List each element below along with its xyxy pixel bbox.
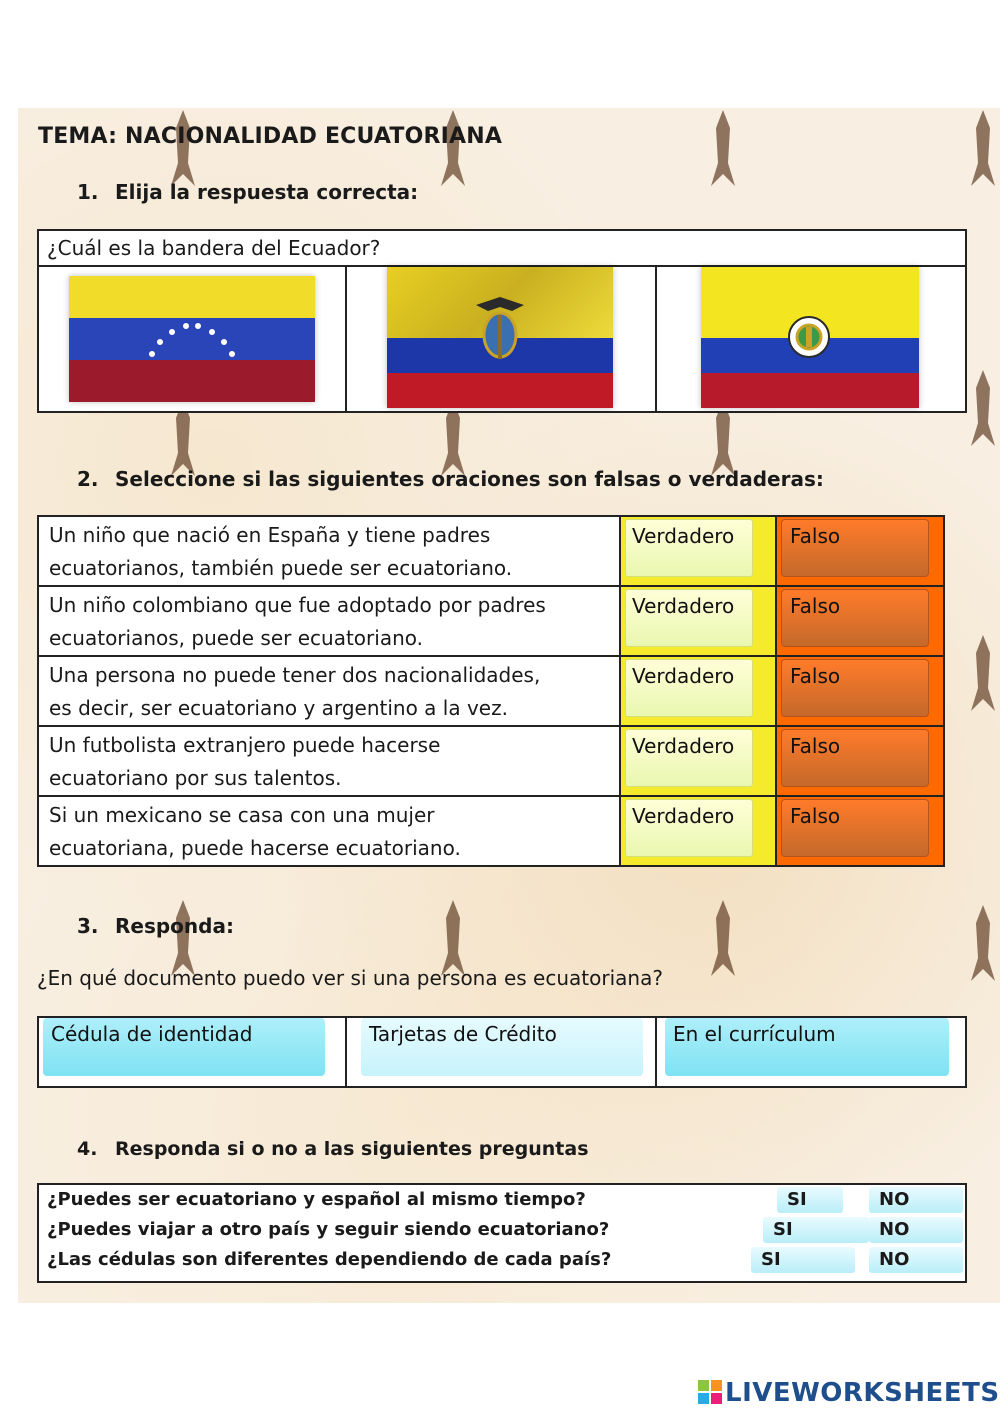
statement-line: ecuatoriano por sus talentos. [49,766,342,790]
fish-icon [968,108,998,188]
fish-icon [968,903,998,983]
page-title: TEMA: NACIONALIDAD ECUATORIANA [38,124,503,149]
stars-icon [144,320,240,358]
q2-table [37,515,945,867]
false-button[interactable]: Falso [781,589,929,647]
true-button[interactable]: Verdadero [625,519,753,577]
no-button[interactable]: NO [869,1187,963,1213]
q3-question: ¿En qué documento puedo ver si una persona es ecuatoriana? [37,966,663,990]
table-row [38,586,944,656]
false-cell [776,586,944,656]
brand-logo [698,1378,1000,1408]
yes-button[interactable]: SI [751,1247,855,1273]
q1-option-1[interactable] [39,267,347,411]
true-cell [620,516,776,586]
true-cell [620,796,776,866]
q3-heading [77,914,234,938]
q3-heading-text: Responda: [115,914,234,938]
q2-number: 2. [77,467,99,491]
option-tarjetas[interactable]: Tarjetas de Crédito [361,1018,643,1076]
false-cell [776,796,944,866]
q4-question-1: ¿Puedes ser ecuatoriano y español al mismo tiempo? [47,1189,586,1210]
q4-question-2: ¿Puedes viajar a otro país y seguir siendo ecuatoriano? [47,1219,610,1240]
list-item [39,1215,965,1245]
fish-icon [708,898,738,978]
statement-4 [38,726,620,796]
statement-line: Un niño que nació en España y tiene padres [49,523,491,547]
table-row [38,796,944,866]
statement-line: es decir, ser ecuatoriano y argentino a la vez. [49,696,508,720]
true-button[interactable]: Verdadero [625,729,753,787]
table-row [38,516,944,586]
q4-table [37,1183,967,1283]
coat-of-arms-icon [472,295,528,365]
q4-number: 4. [77,1138,98,1160]
statement-1 [38,516,620,586]
colombia-flag[interactable] [701,267,919,408]
q1-heading [77,180,418,204]
fish-icon [968,368,998,448]
false-cell [776,656,944,726]
option-curriculum[interactable]: En el currículum [665,1018,949,1076]
q4-heading-text: Responda si o no a las siguientes preguntas [115,1138,589,1160]
fish-icon [968,633,998,713]
list-item [39,1185,965,1215]
brand-name: LIVEWORKSHEETS [725,1378,1000,1408]
liveworksheets-logo-icon [698,1380,722,1404]
statement-5 [38,796,620,866]
q4-heading [77,1138,589,1160]
yes-button[interactable]: SI [763,1217,869,1243]
true-button[interactable]: Verdadero [625,659,753,717]
true-button[interactable]: Verdadero [625,799,753,857]
no-button[interactable]: NO [869,1217,963,1243]
statement-line: Una persona no puede tener dos nacionalidades, [49,663,541,687]
yes-button[interactable]: SI [777,1187,843,1213]
false-button[interactable]: Falso [781,659,929,717]
statement-line: ecuatoriana, puede hacerse ecuatoriano. [49,836,461,860]
q1-number: 1. [77,180,99,204]
q4-question-3: ¿Las cédulas son diferentes dependiendo de cada país? [47,1249,612,1270]
list-item [39,1245,965,1275]
statement-3 [38,656,620,726]
q1-option-3[interactable] [657,267,965,411]
q2-heading [77,467,824,491]
q3-option-cell [347,1018,657,1086]
q1-question: ¿Cuál es la bandera del Ecuador? [39,231,965,267]
q1-option-2[interactable] [347,267,657,411]
false-cell [776,726,944,796]
venezuela-flag[interactable] [69,276,315,402]
table-row [38,656,944,726]
q3-option-cell [39,1018,347,1086]
false-button[interactable]: Falso [781,729,929,787]
statement-line: Un niño colombiano que fue adoptado por padres [49,593,546,617]
q3-table [37,1016,967,1088]
statement-line: ecuatorianos, puede ser ecuatoriano. [49,626,423,650]
statement-line: ecuatorianos, también puede ser ecuatoriano. [49,556,513,580]
table-row [38,726,944,796]
q3-option-cell [657,1018,965,1086]
q1-heading-text: Elija la respuesta correcta: [115,180,419,204]
true-cell [620,656,776,726]
q1-table [37,229,967,413]
q2-heading-text: Seleccione si las siguientes oraciones son falsas o verdaderas: [115,467,824,491]
option-cedula[interactable]: Cédula de identidad [43,1018,325,1076]
emblem-icon [787,315,831,359]
false-button[interactable]: Falso [781,519,929,577]
false-cell [776,516,944,586]
true-cell [620,586,776,656]
false-button[interactable]: Falso [781,799,929,857]
fish-icon [708,108,738,188]
statement-line: Si un mexicano se casa con una mujer [49,803,435,827]
no-button[interactable]: NO [869,1247,963,1273]
true-button[interactable]: Verdadero [625,589,753,647]
ecuador-flag[interactable] [387,267,613,408]
q3-number: 3. [77,914,99,938]
statement-line: Un futbolista extranjero puede hacerse [49,733,441,757]
true-cell [620,726,776,796]
statement-2 [38,586,620,656]
